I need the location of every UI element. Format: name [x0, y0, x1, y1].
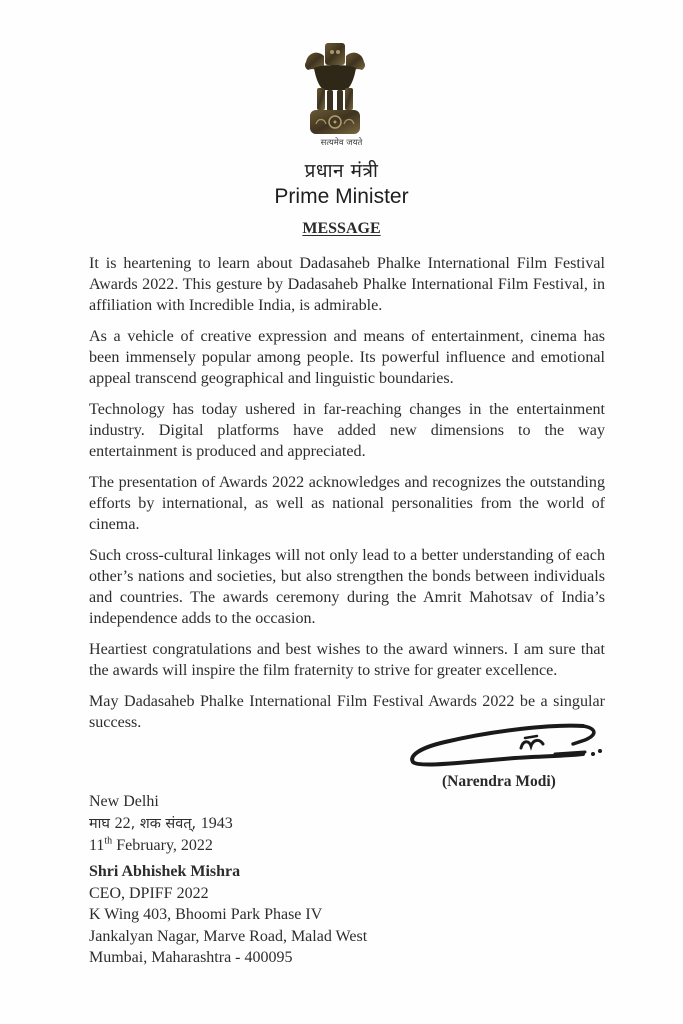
addressee-name: Shri Abhishek Mishra: [89, 863, 241, 880]
gregorian-date: [89, 835, 233, 857]
hindi-month: माघ: [89, 815, 115, 832]
hindi-date: [89, 813, 233, 836]
signatory-name: (Narendra Modi): [442, 773, 556, 790]
body-paragraph: May Dadasaheb Phalke International Film Festival Awards 2022 be a singular success.: [89, 693, 605, 731]
message-body: [89, 253, 605, 743]
place: New Delhi: [89, 793, 159, 810]
hindi-day: 22: [114, 814, 131, 832]
emblem-motto: सत्यमेव जयते: [320, 138, 363, 148]
date-day: 11: [89, 837, 105, 854]
body-paragraph: It is heartening to learn about Dadasaheb Phalke International Film Festival Awards 2022. This gesture by Dadasaheb Phalke International Film Festival, in affiliation with Incredible India, is admirable.: [89, 255, 605, 314]
body-paragraph: Technology has today ushered in far-reaching changes in the entertainment industry. Digital platforms have added new dimensions to the way entertainment is produced and appreciated.: [89, 401, 605, 460]
date-ordinal-suffix: th: [104, 835, 113, 847]
body-paragraph: Such cross-cultural linkages will not only lead to a better understanding of each other’s nations and societies, but also strengthen the bonds between individuals and countries. The awards ceremony during the Amrit Mahotsav of India’s independence adds to the occasion.: [89, 547, 605, 627]
office-title-hindi: प्रधान मंत्री: [304, 160, 379, 182]
addressee-block: [89, 861, 367, 969]
message-heading: MESSAGE: [302, 220, 381, 237]
office-title-english: Prime Minister: [274, 185, 409, 208]
addressee-line: Jankalyan Nagar, Marve Road, Malad West: [89, 927, 368, 945]
hindi-era: , शक संवत्,: [130, 815, 201, 832]
date-month-year: February, 2022: [112, 837, 213, 854]
body-paragraph: The presentation of Awards 2022 acknowledges and recognizes the outstanding efforts by international, as well as national personalities from the world of cinema.: [89, 474, 605, 533]
addressee-line: K Wing 403, Bhoomi Park Phase IV: [89, 906, 323, 923]
body-paragraph: Heartiest congratulations and best wishes to the award winners. I am sure that the awards will inspire the film fraternity to strive for greater excellence.: [89, 641, 605, 679]
national-emblem-icon: [302, 40, 368, 140]
hindi-year: 1943: [200, 814, 233, 832]
body-paragraph: As a vehicle of creative expression and means of entertainment, cinema has been immensely popular among people. Its powerful influence and emotional appeal transcend geographical and linguistic boundaries.: [89, 328, 605, 387]
place-and-date: [89, 791, 233, 857]
addressee-line: CEO, DPIFF 2022: [89, 884, 209, 902]
handwritten-signature-icon: [405, 718, 615, 774]
addressee-line: Mumbai, Maharashtra - 400095: [89, 949, 293, 966]
